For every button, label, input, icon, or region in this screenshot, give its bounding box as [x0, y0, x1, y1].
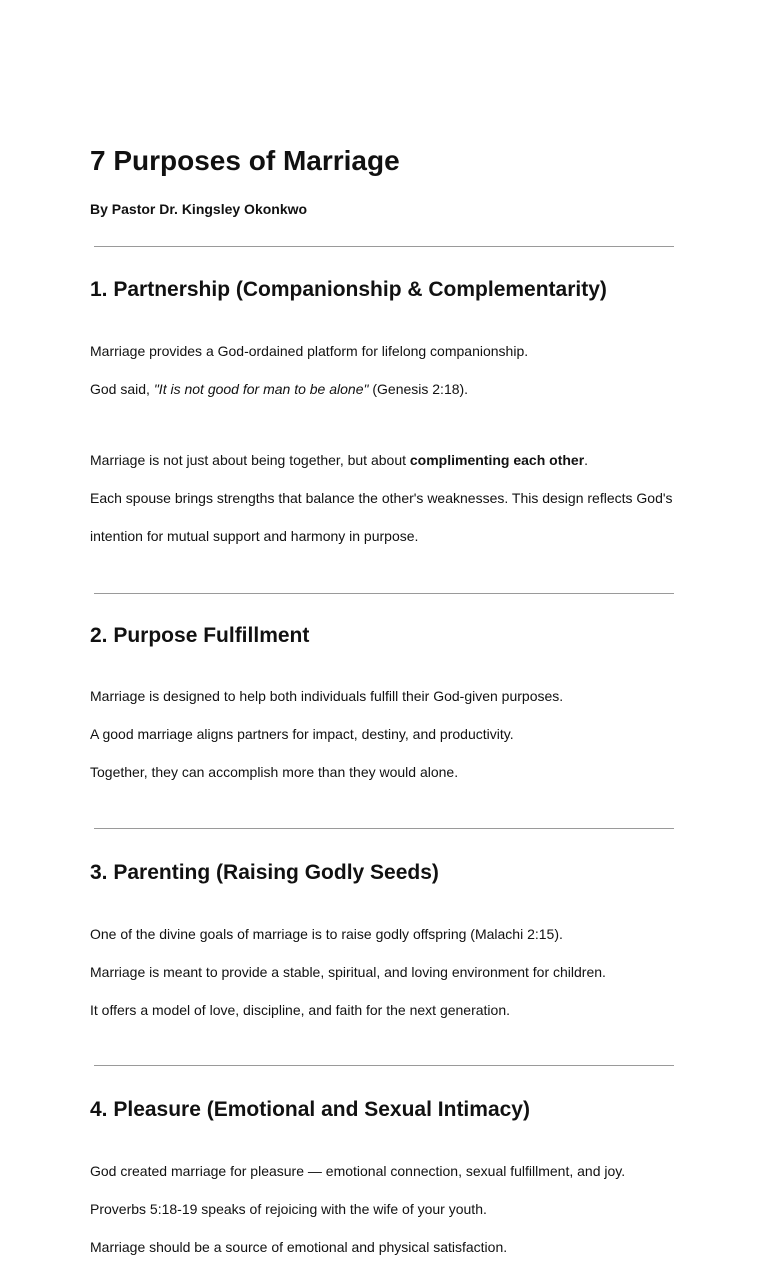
paragraph-line — [90, 380, 678, 399]
text-run: God said, — [90, 381, 154, 397]
section-divider — [94, 246, 674, 247]
paragraph-line: Each spouse brings strengths that balance the other's weaknesses. This design reflects God's — [90, 490, 673, 506]
document-author: By Pastor Dr. Kingsley Okonkwo — [90, 201, 308, 217]
paragraph-line: Proverbs 5:18-19 speaks of rejoicing with the wife of your youth. — [90, 1201, 487, 1217]
section-paragraph — [90, 1143, 678, 1276]
paragraph-line — [90, 451, 678, 470]
section-heading-pleasure: 4. Pleasure (Emotional and Sexual Intimacy) — [90, 1098, 530, 1121]
paragraph-line: One of the divine goals of marriage is to raise godly offspring (Malachi 2:15). — [90, 926, 563, 942]
emphasis-text: complimenting each other — [409, 452, 585, 468]
section-heading-parenting: 3. Parenting (Raising Godly Seeds) — [90, 861, 439, 884]
text-run: (Genesis 2:18). — [368, 381, 469, 397]
section-heading-partnership: 1. Partnership (Companionship & Complementarity) — [90, 278, 607, 301]
paragraph-line: It offers a model of love, discipline, and faith for the next generation. — [90, 1002, 510, 1018]
paragraph-line: Marriage is designed to help both individuals fulfill their God-given purposes. — [90, 688, 564, 704]
paragraph-line: A good marriage aligns partners for impact, destiny, and productivity. — [90, 726, 514, 742]
section-divider — [94, 828, 674, 829]
section-paragraph — [90, 668, 678, 801]
paragraph-line: Together, they can accomplish more than they would alone. — [90, 764, 459, 780]
section-paragraph — [90, 432, 678, 565]
section-divider — [94, 593, 674, 594]
scripture-quote: "It is not good for man to be alone" — [153, 381, 369, 397]
section-divider — [94, 1065, 674, 1066]
paragraph-line: Marriage should be a source of emotional and physical satisfaction. — [90, 1239, 508, 1255]
document-title: 7 Purposes of Marriage — [90, 145, 400, 176]
section-heading-purpose-fulfillment: 2. Purpose Fulfillment — [90, 624, 310, 647]
section-paragraph — [90, 323, 678, 418]
paragraph-line: God created marriage for pleasure — emotional connection, sexual fulfillment, and joy. — [90, 1163, 626, 1179]
paragraph-line: Marriage provides a God-ordained platform for lifelong companionship. — [90, 343, 529, 359]
section-paragraph — [90, 906, 678, 1039]
text-run: . — [584, 452, 589, 468]
paragraph-line: Marriage is meant to provide a stable, spiritual, and loving environment for children. — [90, 964, 606, 980]
paragraph-line: intention for mutual support and harmony in purpose. — [90, 528, 419, 544]
text-run: Marriage is not just about being together, but about — [90, 452, 410, 468]
